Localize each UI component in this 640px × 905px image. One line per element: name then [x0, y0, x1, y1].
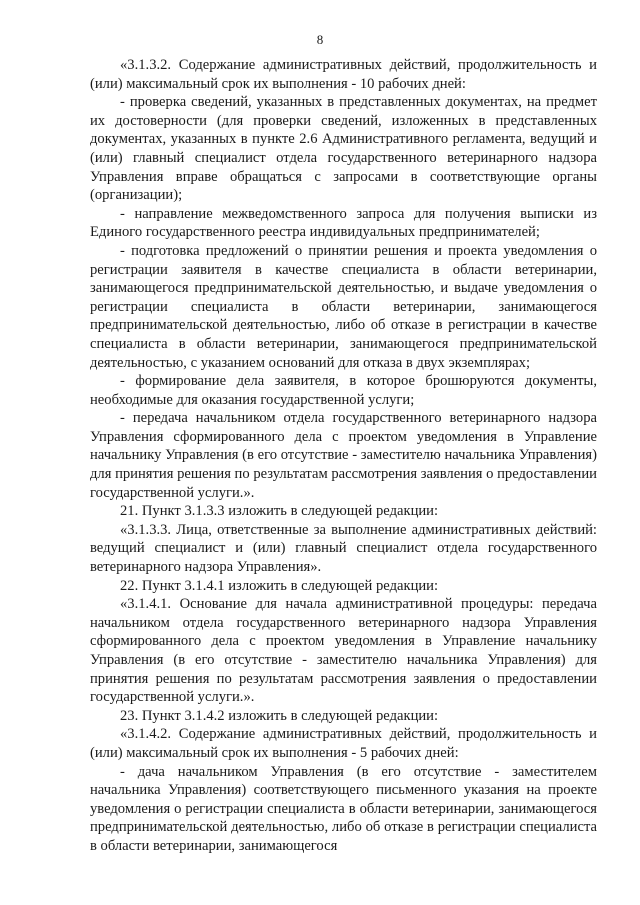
document-body	[90, 56, 597, 856]
paragraph-3-1-4-2: «3.1.4.2. Содержание административных действий, продолжительность и (или) максимальный срок их выполнения - 5 рабочих дней:	[90, 726, 597, 761]
page-number: 8	[316, 32, 324, 47]
paragraph-amendment-22: 22. Пункт 3.1.4.1 изложить в следующей редакции:	[120, 577, 439, 594]
paragraph-list-item: - подготовка предложений о принятии решения и проекта уведомления о регистрации заявителя в качестве специалиста в области ветеринарии, занимающегося предпринимательской деятельностью, и выдаче уведомления о регистрации специалиста в области ветеринарии, занимающегося предпринимательской деятельностью, либо об отказе в регистрации в качестве специалиста в области ветеринарии, занимающегося предпринимательской деятельностью, с указанием оснований для отказа в двух экземплярах;	[90, 242, 597, 371]
paragraph-3-1-3-3: «3.1.3.3. Лица, ответственные за выполнение административных действий: ведущий специалист и (или) главный специалист отдела государственного ветеринарного надзора Управления».	[90, 521, 597, 576]
paragraph-amendment-21: 21. Пункт 3.1.3.3 изложить в следующей редакции:	[120, 503, 439, 520]
paragraph-list-item: - дача начальником Управления (в его отсутствие - заместителем начальника Управления) соответствующего письменного указания на проекте уведомления о регистрации специалиста в области ветеринарии, занимающегося предпринимательской деятельностью, либо об отказе в регистрации специалиста в области ветеринарии, занимающегося	[90, 763, 597, 854]
paragraph-amendment-23: 23. Пункт 3.1.4.2 изложить в следующей редакции:	[120, 707, 439, 724]
paragraph-3-1-4-1: «3.1.4.1. Основание для начала административной процедуры: передача начальником отдела государственного ветеринарного надзора Управления сформированного дела с проектом уведомления в Управление начальнику Управления (в его отсутствие - заместителю начальника Управления) для принятия решения по результатам рассмотрения заявления о предоставлении государственной услуги.».	[90, 596, 597, 706]
paragraph-list-item: - передача начальником отдела государственного ветеринарного надзора Управления сформированного дела с проектом уведомления в Управление начальнику Управления (в его отсутствие - заместителю начальника Управления) для принятия решения по результатам рассмотрения заявления о предоставлении государственной услуги.».	[90, 410, 597, 501]
paragraph-list-item: - проверка сведений, указанных в представленных документах, на предмет их достоверности (для проверки сведений, изложенных в представленных документах, указанных в пункте 2.6 Административного регламента, ведущий и (или) главный специалист отдела государственного ветеринарного надзора Управления вправе обращаться с запросами в соответствующие органы (организации);	[90, 94, 597, 204]
paragraph-list-item: - направление межведомственного запроса для получения выписки из Единого государственного реестра индивидуальных предпринимателей;	[90, 205, 597, 241]
paragraph-3-1-3-2: «3.1.3.2. Содержание административных действий, продолжительность и (или) максимальный срок их выполнения - 10 рабочих дней:	[90, 57, 597, 92]
paragraph-list-item: - формирование дела заявителя, в которое брошюруются документы, необходимые для оказания государственной услуги;	[90, 373, 597, 408]
